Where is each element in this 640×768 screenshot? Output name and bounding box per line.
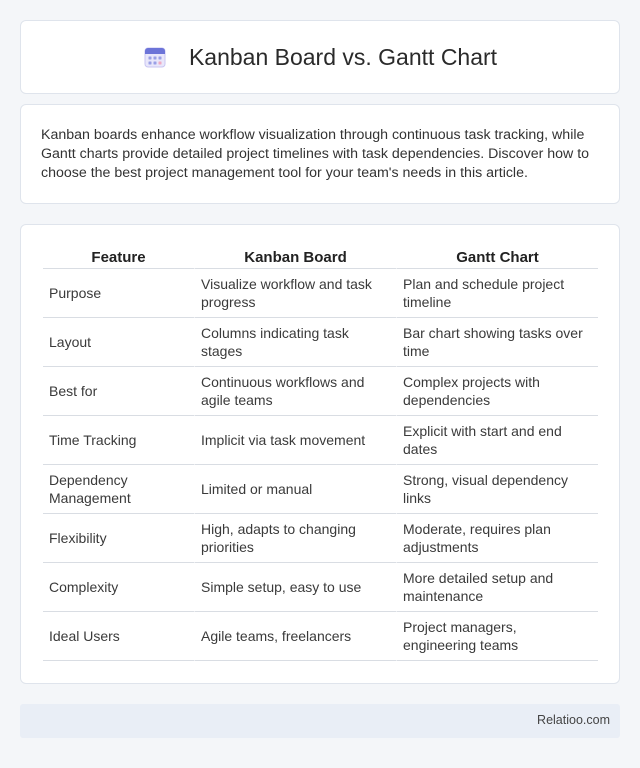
gantt-cell: More detailed setup and maintenance (396, 563, 598, 612)
table-row (43, 269, 598, 318)
gantt-cell: Project managers, engineering teams (396, 612, 598, 661)
feature-cell: Complexity (43, 563, 194, 612)
table-row (43, 563, 598, 612)
table-row (43, 465, 598, 514)
feature-cell: Flexibility (43, 514, 194, 563)
intro-text: Kanban boards enhance workflow visualization through continuous task tracking, while Gantt charts provide detailed project timelines with task dependencies. Discover how to choose the best project management tool for your team's needs in this article. (41, 127, 590, 181)
feature-cell: Best for (43, 367, 194, 416)
comparison-table (43, 245, 598, 661)
kanban-cell: Simple setup, easy to use (194, 563, 396, 612)
calendar-icon (143, 45, 167, 69)
gantt-cell: Bar chart showing tasks over time (396, 318, 598, 367)
feature-cell: Dependency Management (43, 465, 194, 514)
table-row (43, 416, 598, 465)
footer (20, 704, 620, 738)
kanban-cell: Limited or manual (194, 465, 396, 514)
comparison-table-card (20, 224, 620, 684)
header-feature: Feature (43, 245, 194, 269)
kanban-cell: Agile teams, freelancers (194, 612, 396, 661)
kanban-cell: High, adapts to changing priorities (194, 514, 396, 563)
kanban-cell: Continuous workflows and agile teams (194, 367, 396, 416)
feature-cell: Ideal Users (43, 612, 194, 661)
gantt-cell: Plan and schedule project timeline (396, 269, 598, 318)
gantt-cell: Strong, visual dependency links (396, 465, 598, 514)
gantt-cell: Complex projects with dependencies (396, 367, 598, 416)
gantt-cell: Explicit with start and end dates (396, 416, 598, 465)
header-kanban: Kanban Board (194, 245, 396, 269)
table-row (43, 367, 598, 416)
kanban-cell: Implicit via task movement (194, 416, 396, 465)
table-header-row (43, 245, 598, 269)
table-row (43, 318, 598, 367)
gantt-cell: Moderate, requires plan adjustments (396, 514, 598, 563)
table-row (43, 514, 598, 563)
footer-brand-link[interactable]: Relatioo.com (537, 713, 610, 727)
intro-card (20, 104, 620, 204)
header-gantt: Gantt Chart (396, 245, 598, 269)
feature-cell: Purpose (43, 269, 194, 318)
table-row (43, 612, 598, 661)
kanban-cell: Visualize workflow and task progress (194, 269, 396, 318)
feature-cell: Time Tracking (43, 416, 194, 465)
page-title: Kanban Board vs. Gantt Chart (188, 43, 498, 70)
kanban-cell: Columns indicating task stages (194, 318, 396, 367)
feature-cell: Layout (43, 318, 194, 367)
title-card (20, 20, 620, 94)
